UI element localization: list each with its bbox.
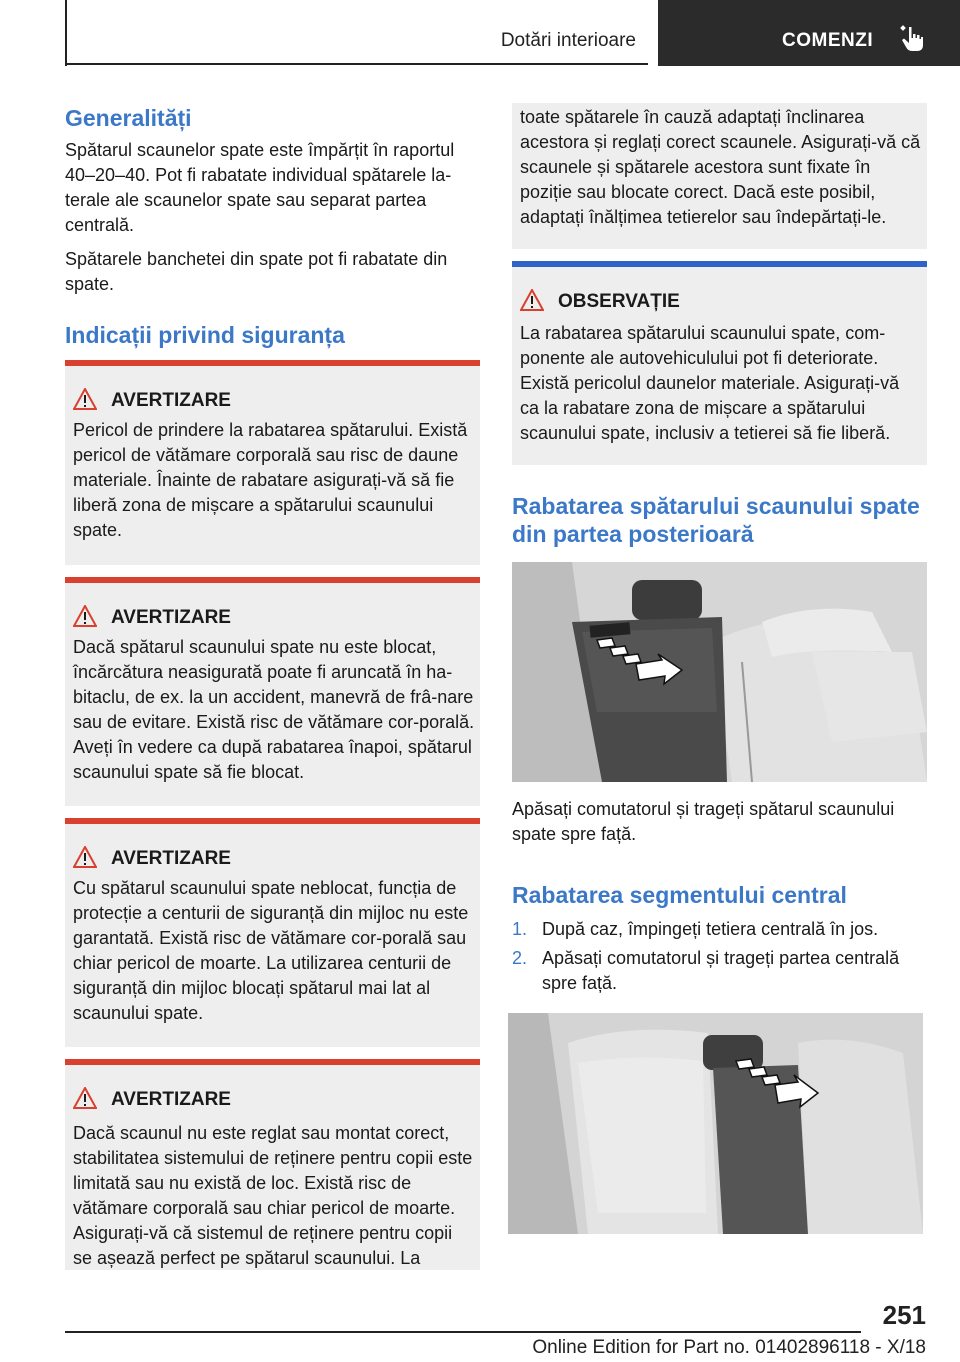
warning-bar [65, 577, 480, 583]
general-paragraph-1: Spătarul scaunelor spate este împărțit în raportul 40–20–40. Pot fi rabatate individual spătarele la-terale ale scaunelor spate sau separat partea centrală. [65, 140, 455, 235]
step-number: 2. [512, 948, 528, 968]
step-text: După caz, împingeți tetiera centrală în jos. [542, 919, 879, 939]
notice-bar [512, 261, 927, 267]
step-number: 1. [512, 919, 528, 939]
center-segment-heading: Rabatarea segmentului central [512, 882, 847, 908]
seat-backrest-illustration [512, 562, 927, 782]
warning-triangle-icon [73, 388, 97, 410]
warning-box-2 [65, 577, 480, 806]
warning-box-1 [65, 360, 480, 565]
notice-text: La rabatarea spătarului scaunului spate, com-ponente ale autovehiculului pot fi deteriorate. Există pericolul daunelor materiale. Asigurați-vă ca la rabatare zona de mișcare a spătarului scaunului spate, inclusiv a tetierei să fie liberă. [520, 323, 900, 443]
warning-text: Dacă scaunul nu este reglat sau montat corect, stabilitatea sistemului de reținere pentru copii este limitată sau nu există de loc. Există risc de vătămare corporală sau chiar pericol de moarte. Asigurați-vă că sistemul de reținere pentru copii se așează perfect pe spătarul scaunului. La [73, 1123, 473, 1268]
header-chapter-tab[interactable] [658, 0, 960, 66]
header-rule [65, 63, 648, 65]
step-item [512, 946, 924, 996]
step-text: Apăsați comutatorul și trageți partea centrală spre față. [542, 948, 900, 993]
warning-bar [65, 818, 480, 824]
notice-label: OBSERVAȚIE [558, 291, 680, 312]
header-left-rule [65, 0, 67, 66]
warning-triangle-icon [73, 846, 97, 868]
general-heading: Generalități [65, 105, 192, 131]
safety-heading: Indicații privind siguranța [65, 322, 345, 348]
warning-bar [65, 1059, 480, 1065]
warning-label: AVERTIZARE [111, 1089, 231, 1110]
warning-box-continued [512, 103, 927, 249]
center-segment-photo [508, 1013, 923, 1234]
warning-label: AVERTIZARE [111, 390, 231, 411]
warning-text: Dacă spătarul scaunului spate nu este blocat, încărcătura neasigurată poate fi aruncată în ha-bitaclu, de ex. la un accident, manevră de frâ-nare sau de evitare. Există risc de vătămare cor-porală. Aveți în vedere ca după rabatarea înapoi, spătarul scaunului spate să fie blocat. [73, 637, 475, 782]
warning-continued-text: toate spătarele în cauză adaptați înclinarea acestora și reglați corect scaunele. Asigurați-vă că scaunele și spătarele acestora sunt fixate în poziție sau blocate corect. Dacă este posibil, adaptați înălțimea tetierelor sau îndepărtați-le. [520, 107, 921, 227]
notice-triangle-icon [520, 289, 544, 311]
edition-text: Online Edition for Part no. 01402896118 - X/18 [532, 1337, 926, 1358]
warning-text: Pericol de prindere la rabatarea spătarului. Există pericol de vătămare corporală sau risc de daune materiale. Înainte de rabatare asigurați-vă să fie liberă zona de mișcare a spătarului scaunului spate. [73, 420, 468, 540]
notice-box [512, 261, 927, 465]
hand-pointer-icon [898, 24, 928, 54]
warning-bar [65, 360, 480, 366]
warning-box-4 [65, 1059, 480, 1270]
warning-label: AVERTIZARE [111, 848, 231, 869]
footer-rule [65, 1331, 861, 1333]
page-number: 251 [882, 1300, 926, 1330]
warning-triangle-icon [73, 605, 97, 627]
warning-box-3 [65, 818, 480, 1047]
fold-caption: Apăsați comutatorul și trageți spătarul scaunului spate spre față. [512, 799, 895, 844]
center-segment-illustration [508, 1013, 923, 1234]
general-paragraph-2: Spătarele banchetei din spate pot fi rabatate din spate. [65, 249, 448, 294]
warning-label: AVERTIZARE [111, 607, 231, 628]
fold-backrest-heading: Rabatarea spătarului scaunului spate din partea posterioară [512, 493, 920, 547]
seat-backrest-photo [512, 562, 927, 782]
warning-triangle-icon [73, 1087, 97, 1109]
step-item [512, 917, 924, 942]
warning-text: Cu spătarul scaunului spate neblocat, funcția de protecție a centurii de siguranță din mijloc nu este garantată. Există risc de vătămare cor-porală sau chiar pericol de moarte. La utilizarea centurii de siguranță din mijloc blocați spătarul mai lat al scaunului spate. [73, 878, 469, 1023]
header-section-title: Dotări interioare [500, 30, 636, 51]
center-segment-steps [512, 917, 924, 1000]
header-tab-label: COMENZI [782, 30, 874, 51]
